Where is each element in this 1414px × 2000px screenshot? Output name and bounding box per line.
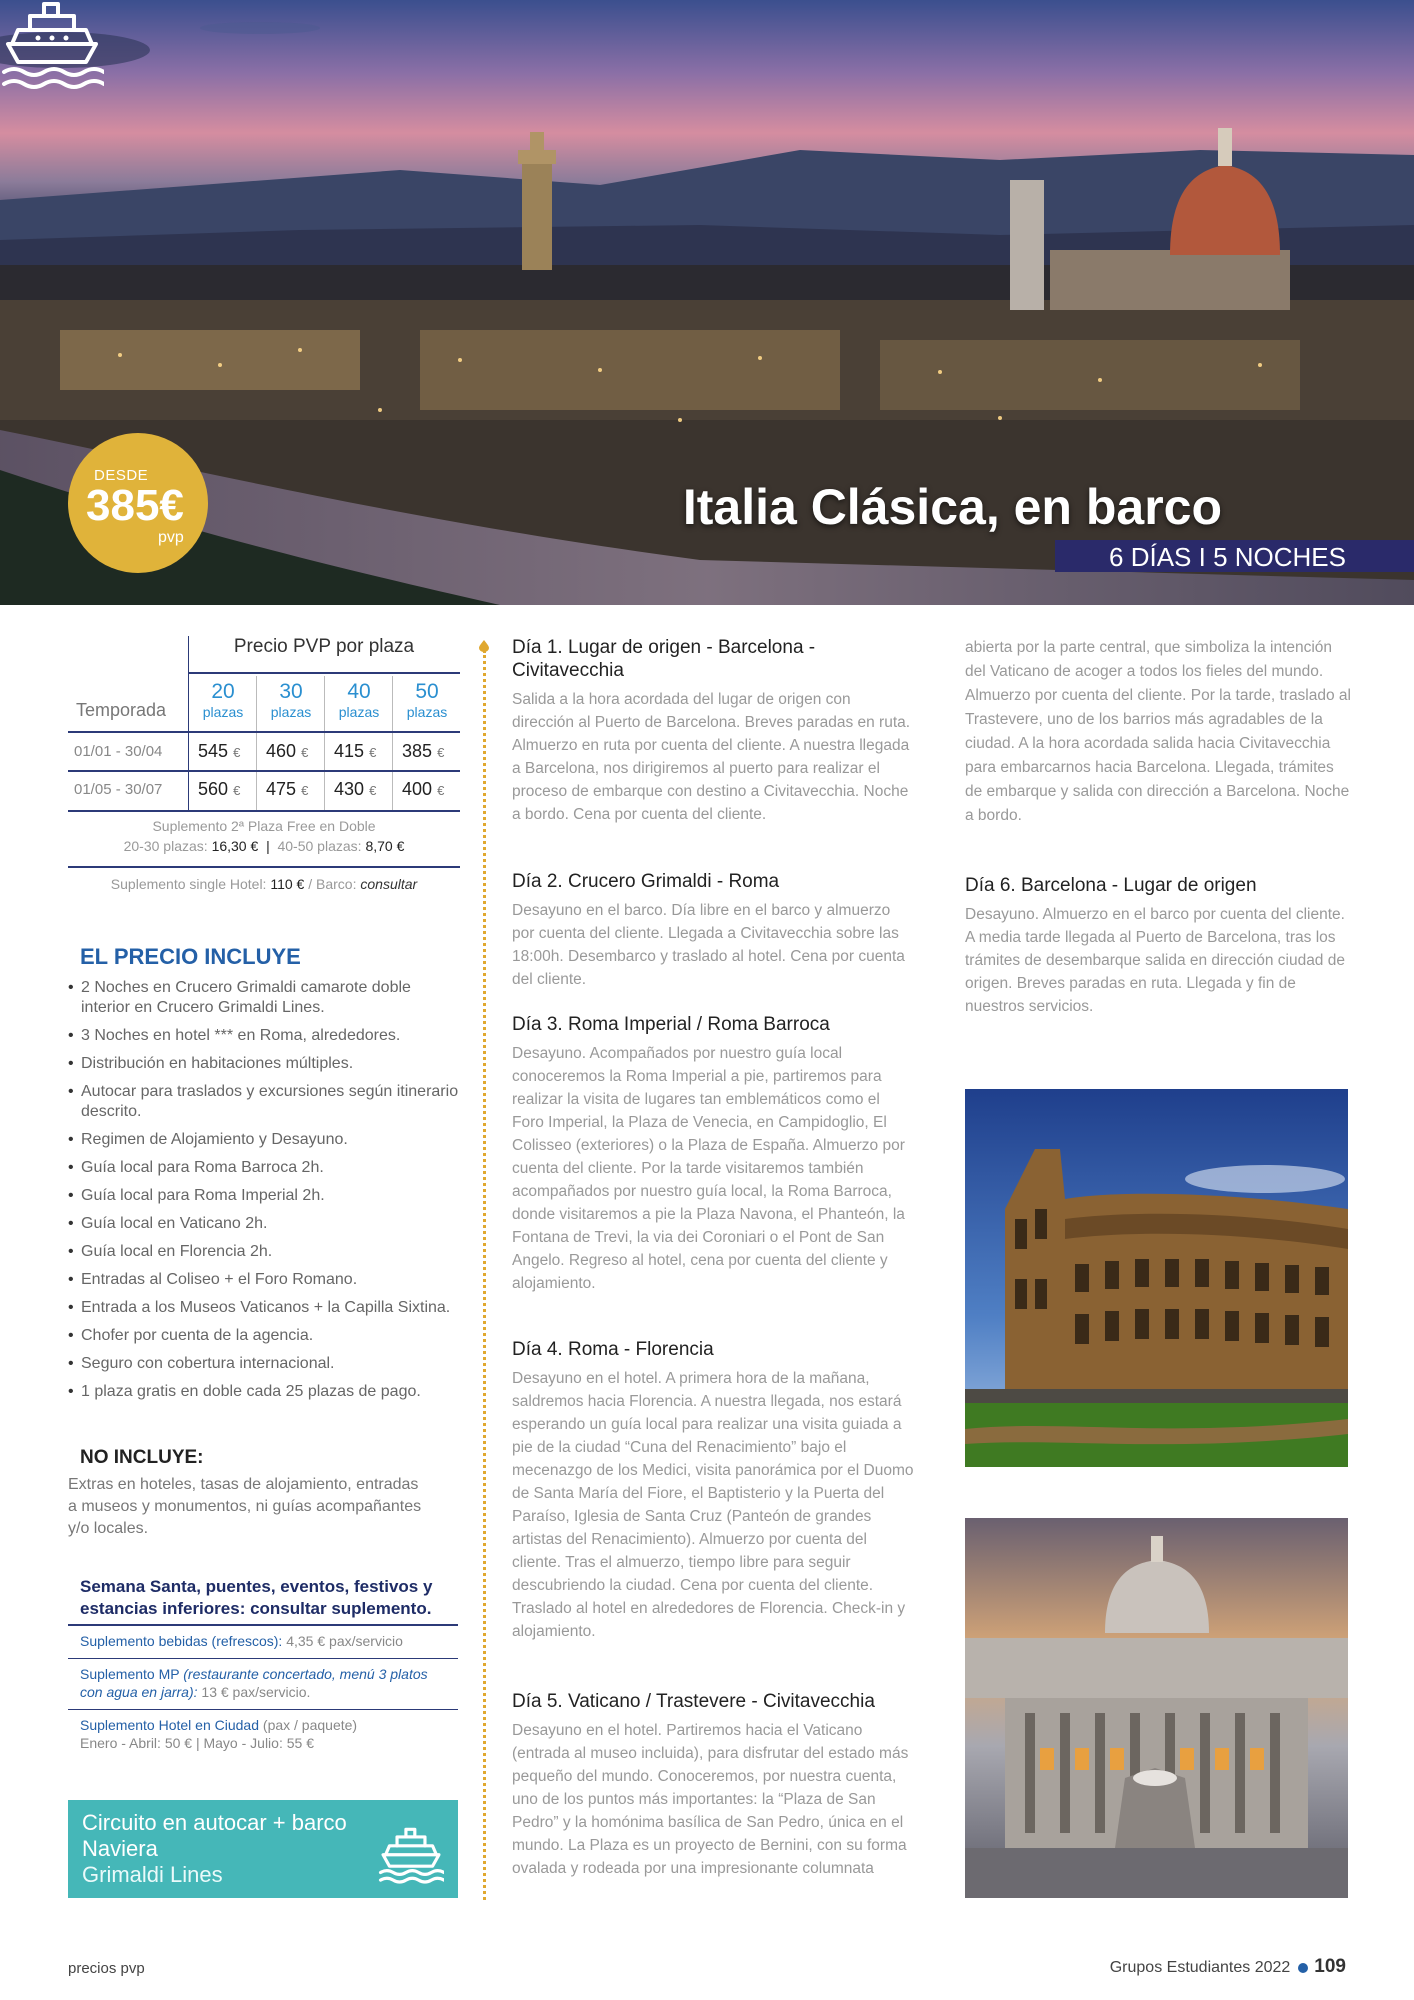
supplement-hotel	[68, 1710, 458, 1760]
currency: €	[437, 745, 445, 760]
colosseum-photo	[965, 1089, 1348, 1467]
column-50	[394, 680, 460, 720]
day-text: Salida a la hora acordada del lugar de origen con dirección al Puerto de Barcelona. Breves paradas en ruta. Almuerzo en ruta por cuenta del cliente. A nuestra llegada a Barcelona, nos dirigiremos al puerto para realizar el proceso de embarque con destino a Civitavecchia. Noche a bordo. Cena por cuenta del cliente.	[512, 691, 911, 823]
price-value: 545	[198, 741, 229, 761]
currency: €	[437, 783, 445, 798]
column-30	[258, 680, 324, 720]
price-from-label: DESDE	[94, 467, 149, 484]
day-5-continued: abierta por la parte central, que simboliza la intención del Vaticano de acoger a todos los fieles del mundo. Almuerzo por cuenta del cliente. Por la tarde, traslado al Trastevere, uno de los barrios más agradables de la ciudad. A la hora acordada salida hacia Civitavecchia para embarcarnos hacia Barcelona. Llegada, trámites de embarque y salida con dirección a Barcelona. Noche a bordo.	[965, 639, 1351, 824]
season-label: Temporada	[76, 700, 167, 720]
list-item: • 1 plaza gratis en doble cada 25 plazas de pago.	[68, 1382, 462, 1402]
st-peters-photo	[965, 1518, 1348, 1898]
currency: €	[301, 783, 309, 798]
season-row-1: 01/01 - 30/04	[74, 743, 163, 760]
supp-label: / Barco:	[308, 876, 357, 892]
day-6	[965, 874, 1353, 1018]
price-badge	[68, 433, 208, 573]
not-included-heading: NO INCLUYE:	[80, 1447, 204, 1468]
currency: €	[233, 745, 241, 760]
column-unit: plazas	[338, 704, 380, 720]
trip-duration: 6 DÍAS I 5 NOCHES	[1109, 542, 1346, 572]
price-table-vline	[188, 636, 189, 811]
currency: €	[369, 745, 377, 760]
price-cell	[198, 741, 240, 762]
supp-label: Suplemento Hotel en Ciudad	[80, 1717, 260, 1733]
circuit-box	[68, 1800, 458, 1898]
supp-label: Suplemento MP	[80, 1666, 180, 1682]
column-40	[326, 680, 392, 720]
column-divider	[483, 650, 486, 1900]
currency: €	[369, 783, 377, 798]
column-num: 20	[211, 680, 235, 703]
day-title: Día 1. Lugar de origen - Barcelona - Civitavecchia	[512, 637, 816, 681]
includes-heading: EL PRECIO INCLUYE	[80, 944, 301, 969]
col-divider	[392, 676, 393, 810]
column-num: 50	[415, 680, 439, 703]
day-text: Desayuno. Acompañados por nuestro guía local conoceremos la Roma Imperial a pie, partiremos para realizar la visita de lugares tan emblemáticos como el Foro Imperial, la Plaza de Venecia, en Campidoglio, El Colisseo (exteriores) o la Plaza de España. Almuerzo por cuenta del cliente. Por la tarde visitaremos también acompañados por nuestro guía local, la Roma Barroca, donde visitaremos a pie la Plaza Navona, el Phanteón, la Fontana de Trevi, la via dei Coroniari o el Pont de San Angelo. Regreso al hotel, cena por cuenta del cliente y alojamiento.	[512, 1045, 905, 1292]
supp-label: 20-30 plazas:	[123, 838, 208, 854]
season-row-2: 01/05 - 30/07	[74, 781, 163, 798]
supp-note: (pax / paquete)	[262, 1717, 358, 1733]
list-item: • Distribución en habitaciones múltiples.	[68, 1054, 462, 1074]
price-value: 415	[334, 741, 365, 761]
day-title: Día 6. Barcelona - Lugar de origen	[965, 875, 1257, 896]
day-3	[512, 1013, 916, 1295]
price-table-rule	[68, 731, 460, 733]
supplement-mp	[68, 1659, 458, 1710]
column-num: 40	[347, 680, 371, 703]
day-1	[512, 636, 916, 826]
day-5	[512, 1690, 922, 1880]
footer-left: precios pvp	[68, 1960, 145, 1977]
page-number: 109	[1314, 1956, 1346, 1977]
supp-note: (restaurante concertado, menú 3 platos con agua en jarra):	[80, 1666, 428, 1700]
circuit-company: Grimaldi Lines	[82, 1862, 223, 1887]
day-title: Día 5. Vaticano / Trastevere - Civitavecchia	[512, 1691, 875, 1712]
day-text: Desayuno en el hotel. Partiremos hacia el Vaticano (entrada al museo incluida), para disfrutar del estado más pequeño del mundo. Conoceremos, por nuestra cuenta, uno de los puntos más importantes: la “Plaza de San Pedro” y la homónima basílica de San Pedro, única en el mundo. La Plaza es un proyecto de Bernini, con su forma ovalada y rodeada por una impresionante columnata	[512, 1722, 909, 1877]
list-item: • 3 Noches en hotel *** en Roma, alrededores.	[68, 1026, 462, 1046]
hero-banner	[0, 0, 1414, 605]
list-item: • 2 Noches en Crucero Grimaldi camarote doble interior en Crucero Grimaldi Lines.	[68, 978, 462, 1018]
day-title: Día 2. Crucero Grimaldi - Roma	[512, 871, 780, 892]
price-table-rule	[68, 770, 460, 772]
price-cell	[266, 779, 308, 800]
column-unit: plazas	[202, 704, 244, 720]
price-value: 460	[266, 741, 297, 761]
price-value: 430	[334, 779, 365, 799]
price-amount: 385€	[86, 481, 184, 530]
not-included-text: Extras en hoteles, tasas de alojamiento, entradas a museos y monumentos, ni guías acompañantes y/o locales.	[68, 1476, 422, 1537]
supplement-drinks	[68, 1626, 458, 1659]
supp-label: Suplemento single Hotel:	[110, 876, 267, 892]
list-item: • Guía local para Roma Barroca 2h.	[68, 1158, 462, 1178]
price-table	[68, 636, 460, 906]
column-unit: plazas	[270, 704, 312, 720]
column-unit: plazas	[406, 704, 448, 720]
supp-value: 16,30 €	[211, 838, 259, 854]
currency: €	[233, 783, 241, 798]
price-table-rule	[68, 866, 460, 868]
footer-dot-icon	[1298, 1963, 1308, 1973]
list-item: • Guía local en Vaticano 2h.	[68, 1214, 462, 1234]
price-table-rule	[68, 810, 460, 812]
price-cell	[334, 779, 376, 800]
price-table-header: Precio PVP por plaza	[233, 636, 415, 657]
ship-icon	[0, 0, 104, 92]
price-cell	[198, 779, 240, 800]
list-item: • Entradas al Coliseo + el Foro Romano.	[68, 1270, 462, 1290]
price-cell	[402, 779, 444, 800]
price-cell	[402, 741, 444, 762]
currency: €	[301, 745, 309, 760]
footer-right	[1110, 1956, 1346, 1978]
day-text: Desayuno en el barco. Día libre en el barco y almuerzo por cuenta del cliente. Llegada a Civitavecchia sobre las 18:00h. Desembarco y traslado al hotel. Cena por cuenta del cliente.	[512, 902, 905, 988]
supplements-box	[68, 1576, 458, 1760]
day-title: Día 3. Roma Imperial / Roma Barroca	[512, 1014, 830, 1035]
supplement-free-title: Suplemento 2ª Plaza Free en Doble	[152, 818, 376, 834]
column-20	[190, 680, 256, 720]
price-cell	[266, 741, 308, 762]
day-2	[512, 870, 916, 991]
list-item: • Guía local para Roma Imperial 2h.	[68, 1186, 462, 1206]
supp-separator: |	[266, 838, 270, 854]
st-peters-illustration	[965, 1518, 1348, 1898]
price-table-rule	[188, 672, 460, 674]
supplements-heading: Semana Santa, puentes, eventos, festivos y estancias inferiores: consultar suplemento.	[68, 1576, 458, 1626]
supp-value: Enero - Abril: 50 € | Mayo - Julio: 55 €	[80, 1735, 314, 1751]
column-num: 30	[279, 680, 303, 703]
supplement-free-values	[68, 838, 460, 854]
includes-list	[68, 978, 462, 1410]
supp-label: 40-50 plazas:	[277, 838, 362, 854]
supp-value: 4,35 € pax/servicio	[286, 1633, 403, 1649]
day-text: Desayuno en el hotel. A primera hora de la mañana, saldremos hacia Florencia. A nuestra llegada, nos estará esperando un guía local para realizar una visita guiada a pie de la ciudad “Cuna del Renacimiento” bajo el mecenazgo de los Medici, visita panorámica por el Duomo de Santa María del Fiore, el Baptisterio y la Puerta del Paraíso, Iglesia de Santa Cruz (Panteón de grandes artistas del Renacimiento). Almuerzo por cuenta del cliente. Tras el almuerzo, tiempo libre para seguir descubriendo la ciudad. Cena por cuenta del cliente. Traslado al hotel en alrededores de Florencia. Check-in y alojamiento.	[512, 1370, 914, 1640]
circuit-naviera: Naviera	[82, 1836, 158, 1861]
price-value: 400	[402, 779, 433, 799]
supp-label: Suplemento bebidas (refrescos):	[80, 1633, 283, 1649]
col-divider	[256, 676, 257, 810]
price-value: 560	[198, 779, 229, 799]
supp-value: consultar	[360, 876, 418, 892]
list-item: • Autocar para traslados y excursiones según itinerario descrito.	[68, 1082, 462, 1122]
price-cell	[334, 741, 376, 762]
day-title: Día 4. Roma - Florencia	[512, 1339, 714, 1360]
list-item: • Chofer por cuenta de la agencia.	[68, 1326, 462, 1346]
supplement-single	[68, 876, 460, 892]
circuit-title: Circuito en autocar + barco	[82, 1810, 347, 1835]
list-item: • Regimen de Alojamiento y Desayuno.	[68, 1130, 462, 1150]
ship-icon	[378, 1826, 444, 1886]
price-value: 475	[266, 779, 297, 799]
supp-value: 8,70 €	[365, 838, 405, 854]
price-pvp-label: pvp	[158, 529, 184, 546]
list-item: • Guía local en Florencia 2h.	[68, 1242, 462, 1262]
footer-catalog-title: Grupos Estudiantes 2022	[1109, 1959, 1291, 1976]
day-text: Desayuno. Almuerzo en el barco por cuenta del cliente. A media tarde llegada al Puerto de Barcelona, tras los trámites de desembarque salida en dirección ciudad de origen. Breves paradas en ruta. Llegada y fin de nuestros servicios.	[965, 906, 1345, 1015]
supp-value: 110 €	[270, 876, 305, 892]
page-title: Italia Clásica, en barco	[682, 479, 1222, 535]
list-item: • Seguro con cobertura internacional.	[68, 1354, 462, 1374]
colosseum-illustration	[965, 1089, 1348, 1467]
list-item: • Entrada a los Museos Vaticanos + la Capilla Sixtina.	[68, 1298, 462, 1318]
col-divider	[324, 676, 325, 810]
price-value: 385	[402, 741, 433, 761]
day-4	[512, 1338, 916, 1643]
supp-value: 13 € pax/servicio.	[201, 1684, 311, 1700]
